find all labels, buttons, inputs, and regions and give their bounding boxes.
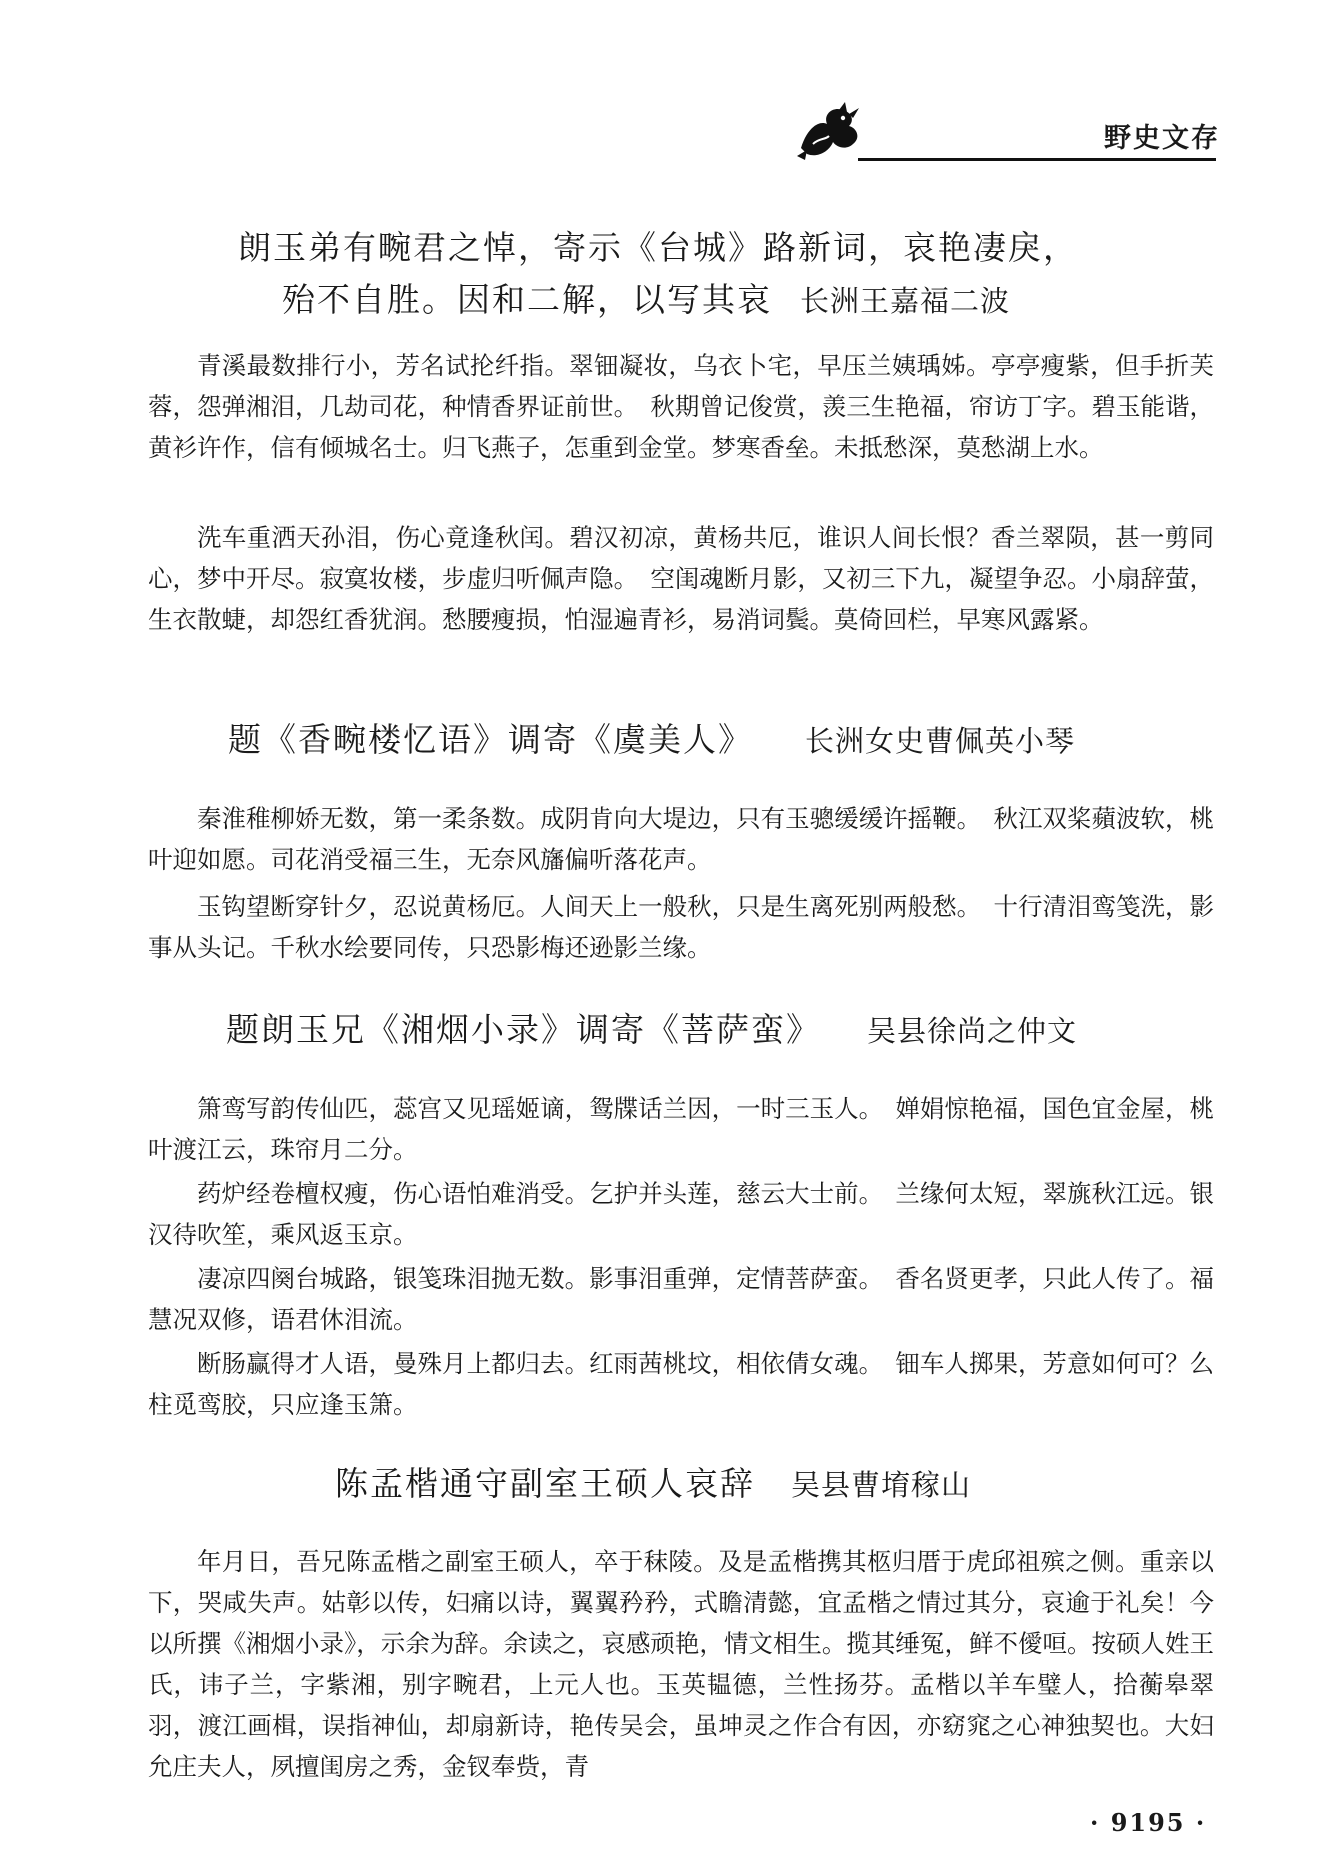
poem1-stanza2: 洗车重洒天孙泪，伤心竟逢秋闰。碧汉初凉，黄杨共厄，谁识人间长恨？香兰翠陨，甚一剪同心，梦中开尽。寂寞妆楼，步虚归听佩声隐。 空闺魂断月影，又初三下九，凝望争忍。小扇辞萤，生衣散蜨，却怨红香犹润。愁腰瘦损，怕湿遍青衫，易消词鬓。莫倚回栏，早寒风露紧。 — [148, 523, 1214, 634]
poem3-stanza4: 断肠赢得才人语，曼殊月上都归去。红雨茜桃坟，相依倩女魂。 钿车人掷果，芳意如何可？么柱觅鸾胶，只应逢玉箫。 — [148, 1349, 1214, 1419]
poem1-title-line2-text: 殆不自胜。因和二解，以写其哀 — [282, 280, 772, 319]
page-number: · 9195 · — [1090, 1808, 1207, 1837]
poem3-stanza2: 药炉经卷檀权瘦，伤心语怕难消受。乞护并头莲，慈云大士前。 兰缘何太短，翠旐秋江远。银汉待吹笙，乘风返玉京。 — [148, 1179, 1214, 1249]
poem1-title-line1: 朗玉弟有畹君之悼，寄示《台城》路新词，哀艳凄戾， — [238, 228, 1078, 267]
poem3-author: 吴县徐尚之仲文 — [867, 1014, 1078, 1048]
poem2-title — [228, 712, 1075, 769]
poem3-title-text: 题朗玉兄《湘烟小录》调寄《菩萨蛮》 — [226, 1010, 821, 1049]
poem1-author: 长洲王嘉福二波 — [800, 284, 1011, 318]
poem3-stanza1: 箫鸾写韵传仙匹，蕊宫又见瑶姬谪，鸳牒话兰因，一时三玉人。 婵娟惊艳福，国色宜金屋，桃叶渡江云，珠帘月二分。 — [148, 1094, 1214, 1164]
section-name: 野史文存 — [1104, 123, 1220, 154]
poem4-preface: 年月日，吾兄陈孟楷之副室王硕人，卒于秣陵。及是孟楷携其柩归厝于虎邱祖殡之侧。重亲以下，哭咸失声。姑彰以传，妇痛以诗，翼翼矜矜，式瞻清懿，宜孟楷之情过其分，哀逾于礼矣！今以所撰《湘烟小录》，示余为辞。余读之，哀感顽艳，情文相生。揽其缍冤，鲜不僾咺。按硕人姓王氏，讳子兰，字紫湘，别字畹君，上元人也。玉英韫德，兰性扬芬。孟楷以羊车璧人，拾蘅皋翠羽，渡江画楫，误指神仙，却扇新诗，艳传吴会，虽坤灵之作合有因，亦窈窕之心神独契也。大妇允庄夫人，夙擅闺房之秀，金钗奉赀，青 — [148, 1547, 1214, 1781]
poem3-stanza3: 凄凉四阕台城路，银笺珠泪抛无数。影事泪重弹，定情菩萨蛮。 香名贤更孝，只此人传了。福慧况双修，语君休泪流。 — [148, 1264, 1214, 1334]
poem2-stanza1: 秦淮稚柳娇无数，第一柔条数。成阴肯向大堤边，只有玉骢缓缓许摇鞭。 秋江双桨蘋波软，桃叶迎如愿。司花消受福三生，无奈风旛偏听落花声。 — [148, 804, 1214, 874]
poem2-author: 长洲女史曹佩英小琴 — [805, 724, 1076, 758]
poem2-title-text: 题《香畹楼忆语》调寄《虞美人》 — [228, 720, 753, 759]
poem2-stanza2: 玉钩望断穿针夕，忍说黄杨厄。人间天上一般秋，只是生离死别两般愁。 十行清泪鸾笺洗，影事从头记。千秋水绘要同传，只恐影梅还逊影兰缘。 — [148, 892, 1214, 962]
poem1-title-line2 — [282, 272, 1010, 329]
header-rule — [858, 158, 1216, 161]
poem4-title — [335, 1456, 971, 1513]
poem1-stanza1: 青溪最数排行小，芳名试抡纤指。翠钿凝妆，乌衣卜宅，早压兰姨瑀姊。亭亭瘦紫，但手折芙蓉，怨弹湘泪，几劫司花，种情香界证前世。 秋期曾记俊赏，羡三生艳福，帘访丁字。碧玉能谐，黄衫许作，信有倾城名士。归飞燕子，怎重到金堂。梦寒香垒。未抵愁深，莫愁湖上水。 — [148, 351, 1214, 462]
poem4-author: 吴县曹堉稼山 — [791, 1468, 972, 1502]
poem4-title-text: 陈孟楷通守副室王硕人哀辞 — [335, 1464, 755, 1503]
poem3-title — [226, 1002, 1077, 1059]
dragon-emblem-icon — [793, 98, 865, 164]
